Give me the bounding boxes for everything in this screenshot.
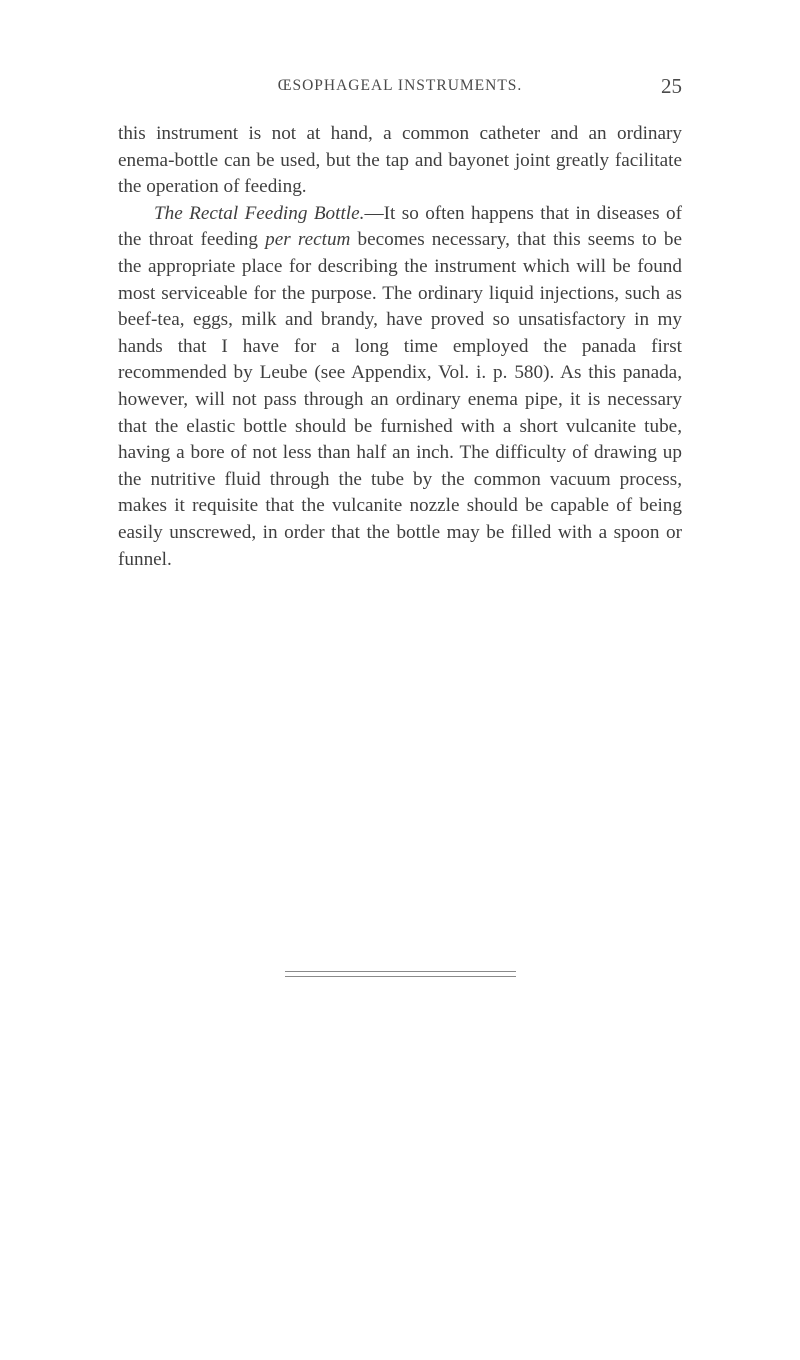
italic-phrase: per rectum <box>265 229 351 251</box>
paragraph-text-part-1: —It so often happens that in diseases of the throat feeding <box>118 202 682 251</box>
page-number: 25 <box>661 74 682 98</box>
paragraph-continuation: this instrument is not at hand, a common catheter and an ordinary enema-bottle can be used, but the tap and bayonet joint greatly facilitate the operation of feeding. <box>118 123 682 198</box>
paragraph-rectal-feeding-bottle <box>118 201 682 573</box>
body-text <box>118 121 682 573</box>
end-rule-upper <box>285 971 516 972</box>
running-head <box>118 74 682 101</box>
end-rule-lower <box>285 976 516 977</box>
paragraph-text-part-2: becomes necessary, that this seems to be the appropriate place for describing the instrument which will be found most serviceable for the purpose. The ordinary liquid injections, such as beef-tea, eggs, milk and brandy, have proved so unsatisfactory in my hands that I have for a long time employed the panada first recommended by Leube (see Appendix, Vol. i. p. 580). As this panada, however, will not pass through an ordinary enema pipe, it is necessary that the elastic bottle should be furnished with a short vulcanite tube, having a bore of not less than half an inch. The difficulty of drawing up the nutritive fluid through the tube by the common vacuum process, makes it requisite that the vulcanite nozzle should be capable of being easily unscrewed, in order that the bottle may be filled with a spoon or funnel. <box>118 229 682 570</box>
section-heading-italic: The Rectal Feeding Bottle. <box>154 202 365 224</box>
running-title: ŒSOPHAGEAL INSTRUMENTS. <box>277 77 523 94</box>
